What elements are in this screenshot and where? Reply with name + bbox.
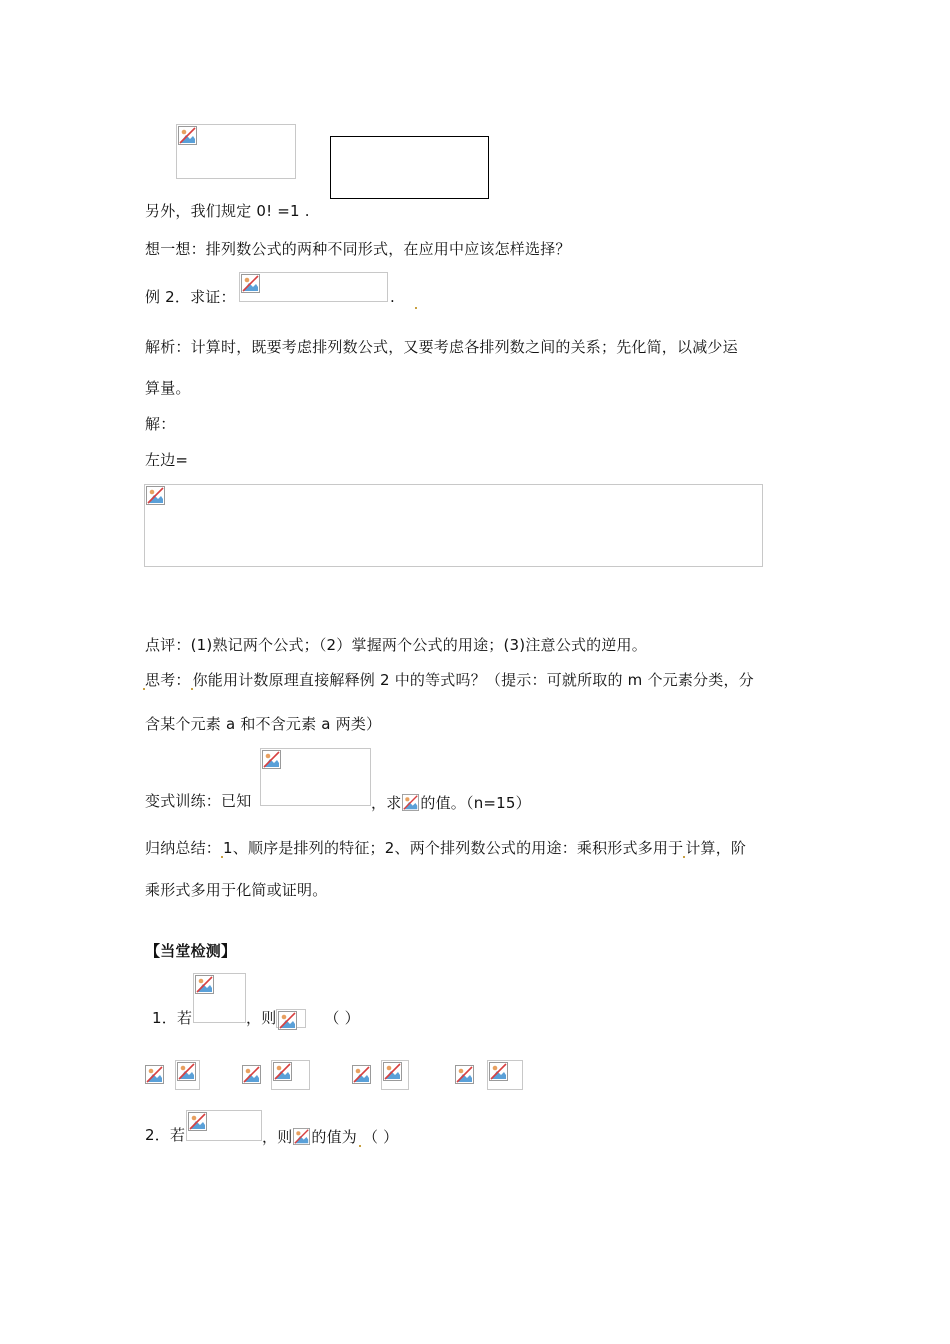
variant-rest: [371, 791, 531, 813]
q1-mid: ，则: [246, 1009, 277, 1027]
broken-image-icon: [146, 486, 165, 505]
think-line: 想一想：排列数公式的两种不同形式，在应用中应该怎样选择？: [145, 240, 571, 258]
annotation-mark: [359, 1145, 361, 1147]
option-c-label-image: [351, 1064, 375, 1088]
option-b-image: [271, 1060, 310, 1090]
q1-rest: [246, 1008, 360, 1028]
q1-condition-image: [193, 973, 246, 1023]
q1-paren: （ ）: [324, 1009, 360, 1027]
analysis-line-1: 解析：计算时，既要考虑排列数公式，又要考虑各排列数之间的关系；先化简，以减少运: [145, 338, 738, 356]
left-side-label: 左边=: [145, 451, 189, 469]
q1-label: 1．若: [152, 1009, 193, 1027]
analysis-line-2: 算量。: [145, 379, 191, 397]
q2-condition-image: [186, 1110, 262, 1141]
broken-image-icon: [402, 794, 419, 811]
option-a-label-image: [144, 1064, 166, 1088]
thinking-line-2: 含某个元素 a 和不含元素 a 两类）: [145, 715, 382, 733]
option-d-image: [487, 1060, 523, 1090]
summary-line-2: 乘形式多用于化简或证明。: [145, 881, 328, 899]
summary-text-a: 1、顺序是排列的特征；2、两个排列数公式的用途：乘积形式多用于: [223, 839, 684, 857]
empty-frame: [330, 136, 489, 199]
annotation-mark: [413, 289, 419, 309]
summary-line-1: [145, 838, 746, 858]
solution-formula-image: [144, 484, 763, 567]
summary-text-b: 计算，阶: [685, 839, 747, 857]
broken-image-icon: [241, 274, 260, 293]
q2-label: 2．若: [145, 1126, 186, 1144]
thinking-line-1: [143, 670, 754, 690]
comment-line: 点评：(1)熟记两个公式；（2）掌握两个公式的用途；(3)注意公式的逆用。: [145, 636, 647, 654]
example2-end: .: [390, 288, 395, 306]
thinking-label: 思考：: [145, 671, 191, 689]
formula-image-top: [176, 124, 296, 179]
option-c-image: [381, 1060, 409, 1090]
q2-end: 的值为: [311, 1128, 358, 1146]
example2-label: 例 2．求证：: [145, 288, 236, 306]
q2-mid: ，则: [262, 1128, 293, 1146]
example2-formula-image: [239, 272, 388, 302]
variant-end: 的值。（n=15）: [420, 794, 531, 812]
broken-image-icon: [145, 1065, 164, 1084]
broken-image-icon: [195, 975, 214, 994]
summary-label: 归纳总结：: [145, 839, 222, 857]
broken-image-icon: [293, 1128, 310, 1145]
section-title: 【当堂检测】: [145, 942, 237, 960]
broken-image-icon: [352, 1065, 371, 1084]
q1-target-image: [276, 1009, 306, 1028]
example2-line: [145, 287, 236, 307]
zero-factorial-line: 另外，我们规定 0! =1 .: [145, 202, 310, 220]
option-d-label-image: [454, 1064, 478, 1088]
broken-image-icon: [242, 1065, 261, 1084]
broken-image-icon: [273, 1062, 292, 1081]
thinking-text: 你能用计数原理直接解释例 2 中的等式吗？（提示：可就所取的 m 个元素分类，分: [192, 671, 754, 689]
option-a-image: [175, 1060, 200, 1090]
broken-image-icon: [383, 1062, 402, 1081]
broken-image-icon: [188, 1112, 207, 1131]
solution-label: 解：: [145, 415, 176, 433]
broken-image-icon: [489, 1062, 508, 1081]
broken-image-icon: [455, 1065, 474, 1084]
variant-mid: ，求: [371, 794, 402, 812]
option-b-label-image: [241, 1064, 265, 1088]
broken-image-icon: [278, 1011, 297, 1030]
variant-formula-image: [260, 748, 371, 806]
broken-image-icon: [262, 750, 281, 769]
q2-rest: [262, 1125, 398, 1147]
variant-label: 变式训练：已知: [145, 792, 252, 810]
broken-image-icon: [177, 1062, 196, 1081]
q2-paren: （ ）: [363, 1128, 399, 1146]
broken-image-icon: [178, 126, 197, 145]
